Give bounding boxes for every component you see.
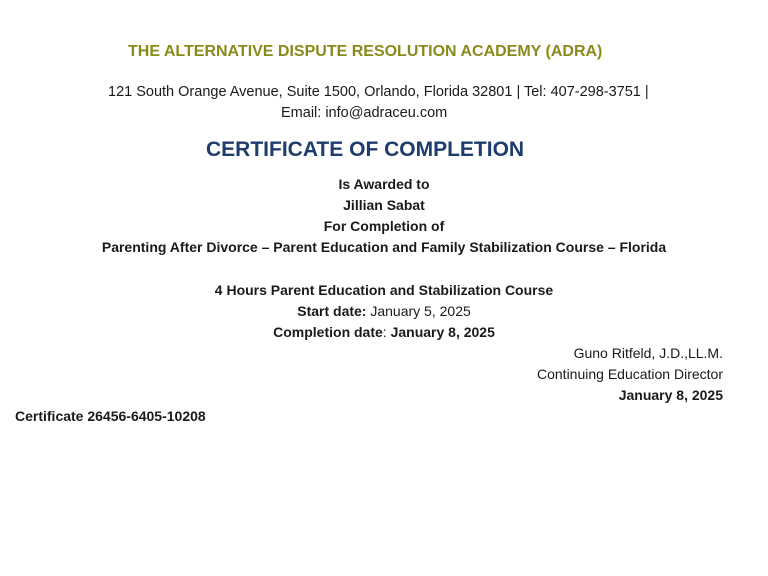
recipient-name: Jillian Sabat [343,197,425,213]
signature-date: January 8, 2025 [618,387,723,403]
completion-date-separator: : [382,324,391,340]
completion-date-value: January 8, 2025 [390,324,495,340]
organization-email: Email: info@adraceu.com [281,105,448,121]
organization-address: 121 South Orange Avenue, Suite 1500, Orlando, Florida 32801 | Tel: 407-298-3751 | [108,84,649,100]
awarded-to-label: Is Awarded to [338,176,430,192]
signatory-title: Continuing Education Director [537,366,723,382]
for-completion-label: For Completion of [323,218,445,234]
start-date-label: Start date: [297,303,367,319]
certificate-number: Certificate 26456-6405-10208 [15,408,206,424]
start-date [0,303,768,320]
certificate-title: CERTIFICATE OF COMPLETION [206,138,525,161]
course-name: Parenting After Divorce – Parent Education and Family Stabilization Course – Florida [101,239,667,255]
organization-name: THE ALTERNATIVE DISPUTE RESOLUTION ACADEMY (ADRA) [128,43,603,60]
signatory-name: Guno Ritfeld, J.D.,LL.M. [573,345,723,361]
completion-date-label: Completion date [273,324,383,340]
start-date-value: January 5, 2025 [370,303,471,319]
course-hours: 4 Hours Parent Education and Stabilization Course [214,282,554,298]
completion-date [0,324,768,341]
